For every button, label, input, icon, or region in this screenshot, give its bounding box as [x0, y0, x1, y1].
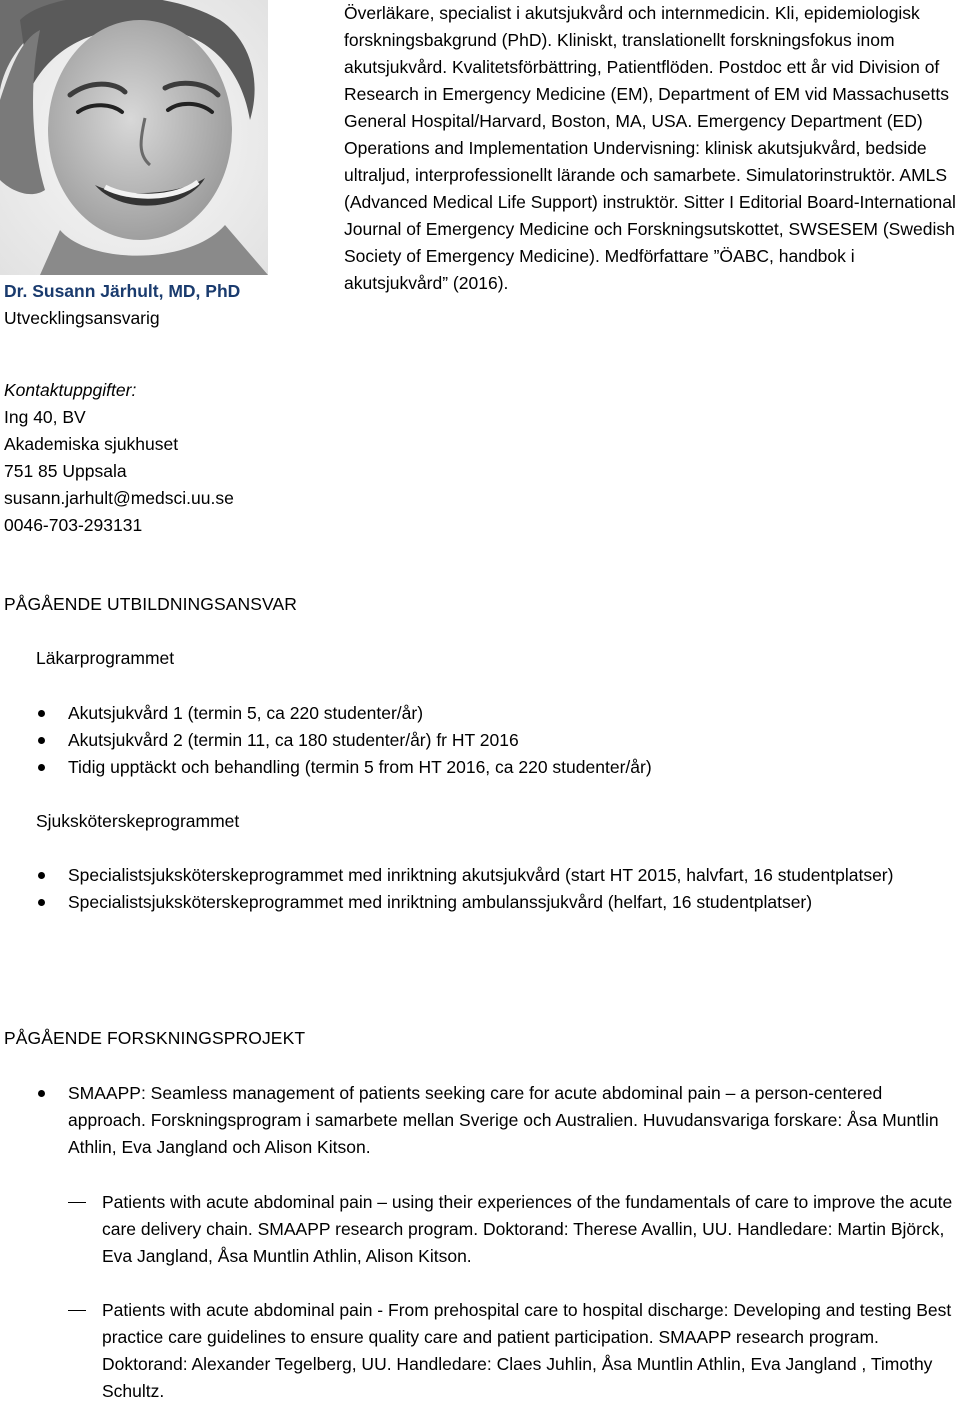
subproject-list-2 — [0, 1297, 955, 1405]
list-item — [0, 1297, 955, 1405]
profile-photo — [0, 0, 268, 275]
bullet-icon — [38, 764, 45, 771]
contact-block — [4, 377, 324, 539]
contact-phone: 0046-703-293131 — [4, 515, 143, 535]
list-item — [0, 1080, 955, 1161]
dash-icon — [68, 1202, 86, 1203]
subproject-text: Patients with acute abdominal pain - From prehospital care to hospital discharge: Developing and testing Best practice care guidelines to ensure quality care and patient participation. SMAAPP research program. Doktorand: Alexander Tegelberg, UU. Handledare: Claes Juhlin, Åsa Muntlin Athlin, Eva Jangland , Timothy Schultz. — [102, 1300, 952, 1401]
subproject-list-1 — [0, 1189, 955, 1270]
list-item — [0, 727, 940, 754]
bullet-icon — [38, 737, 45, 744]
contact-postal: 751 85 Uppsala — [4, 461, 127, 481]
subproject-text: Patients with acute abdominal pain – using their experiences of the fundamentals of care to improve the acute care delivery chain. SMAAPP research program. Doktorand: Therese Avallin, UU. Handledare: Martin Björck, Eva Jangland, Åsa Muntlin Athlin, Alison Kitson. — [102, 1192, 953, 1266]
list-item-text: Specialistsjuksköterskeprogrammet med inriktning akutsjukvård (start HT 2015, halvfart, 16 studentplatser) — [68, 865, 894, 885]
bullet-icon — [38, 710, 45, 717]
list-item-text: Tidig upptäckt och behandling (termin 5 from HT 2016, ca 220 studenter/år) — [68, 757, 652, 777]
contact-label: Kontaktuppgifter: — [4, 380, 137, 400]
portrait-image — [0, 0, 268, 275]
research-heading: PÅGÅENDE FORSKNINGSPROJEKT — [4, 1028, 306, 1048]
list-item — [0, 889, 900, 916]
bullet-icon — [38, 872, 45, 879]
lakarprogram-heading: Läkarprogrammet — [36, 648, 175, 668]
sjukskoterskeprogram-heading: Sjuksköterskeprogrammet — [36, 811, 240, 831]
research-project-text: SMAAPP: Seamless management of patients seeking care for acute abdominal pain – a person-centered approach. Forskningsprogram i samarbete mellan Sverige och Australien. Huvudansvariga forskare: Åsa Muntlin Athlin, Eva Jangland och Alison Kitson. — [68, 1083, 939, 1157]
list-item — [0, 754, 940, 781]
contact-address-line: Ing 40, BV — [4, 407, 86, 427]
list-item-text: Specialistsjuksköterskeprogrammet med inriktning ambulanssjukvård (helfart, 16 studentplatser) — [68, 892, 813, 912]
list-item — [0, 700, 940, 727]
bullet-icon — [38, 1090, 45, 1097]
list-item — [0, 862, 900, 889]
list-item — [0, 1189, 955, 1270]
contact-email[interactable]: susann.jarhult@medsci.uu.se — [4, 488, 234, 508]
research-project-list — [0, 1080, 955, 1161]
contact-hospital: Akademiska sjukhuset — [4, 434, 179, 454]
education-heading: PÅGÅENDE UTBILDNINGSANSVAR — [4, 594, 298, 614]
list-item-text: Akutsjukvård 1 (termin 5, ca 220 studenter/år) — [68, 703, 424, 723]
profile-name: Dr. Susann Järhult, MD, PhD — [4, 281, 241, 301]
lakarprogram-list — [0, 700, 940, 781]
sjukskoterskeprogram-list — [0, 862, 900, 916]
profile-role: Utvecklingsansvarig — [4, 308, 160, 328]
dash-icon — [68, 1310, 86, 1311]
list-item-text: Akutsjukvård 2 (termin 11, ca 180 studenter/år) fr HT 2016 — [68, 730, 519, 750]
bio-paragraph: Överläkare, specialist i akutsjukvård och internmedicin. Kli, epidemiologisk forskningsbakgrund (PhD). Kliniskt, translationellt forskningsfokus inom akutsjukvård. Kvalitetsförbättring, Patientflöden. Postdoc ett år vid Division of Research in Emergency Medicine (EM), Department of EM vid Massachusetts General Hospital/Harvard, Boston, MA, USA. Emergency Department (ED) Operations and Implementation Undervisning: klinisk akutsjukvård, bedside ultraljud, interprofessionellt lärande och samarbete. Simulatorinstruktör. AMLS (Advanced Medical Life Support) instruktör. Sitter I Editorial Board-International Journal of Emergency Medicine och Forskningsutskottet, SWSESEM (Swedish Society of Emergency Medicine). Medförfattare ”ÖABC, handbok i akutsjukvård” (2016). — [344, 3, 956, 293]
bullet-icon — [38, 899, 45, 906]
profile-caption — [4, 278, 324, 332]
